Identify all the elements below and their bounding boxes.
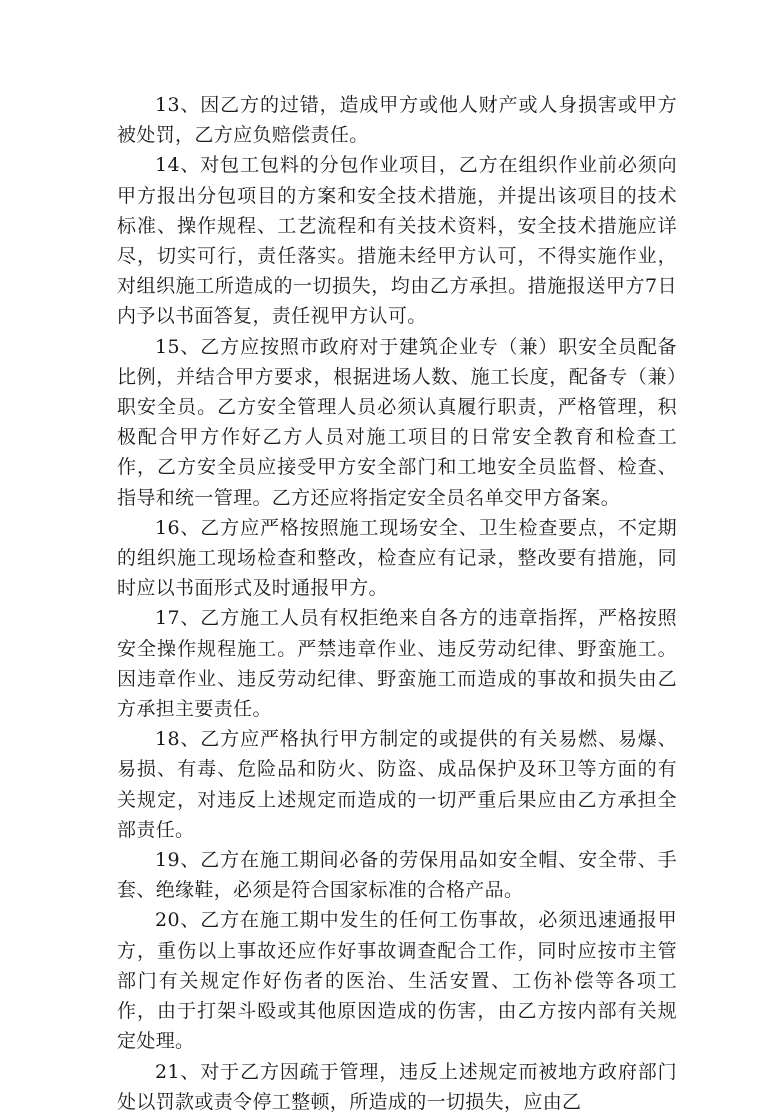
clause-14: 14、对包工包料的分包作业项目，乙方在组织作业前必须向甲方报出分包项目的方案和安全技术措施，并提出该项目的技术标准、操作规程、工艺流程和有关技术资料，安全技术措施应详尽，切实可行，责任落实。措施未经甲方认可，不得实施作业，对组织施工所造成的一切损失，均由乙方承担。措施报送甲方7日内予以书面答复，责任视甲方认可。 — [117, 154, 677, 328]
clause-17: 17、乙方施工人员有权拒绝来自各方的违章指挥，严格按照安全操作规程施工。严禁违章作业、违反劳动纪律、野蛮施工。因违章作业、违反劳动纪律、野蛮施工而造成的事故和损失由乙方承担主要责任。 — [117, 607, 677, 721]
clause-19: 19、乙方在施工期间必备的劳保用品如安全帽、安全带、手套、绝缘鞋，必须是符合国家标准的合格产品。 — [117, 849, 677, 902]
clause-16: 16、乙方应严格按照施工现场安全、卫生检查要点，不定期的组织施工现场检查和整改，检查应有记录，整改要有措施，同时应以书面形式及时通报甲方。 — [117, 516, 677, 600]
clause-13: 13、因乙方的过错，造成甲方或他人财产或人身损害或甲方被处罚，乙方应负赔偿责任。 — [117, 94, 677, 147]
clause-18: 18、乙方应严格执行甲方制定的或提供的有关易燃、易爆、易损、有毒、危险品和防火、防盗、成品保护及环卫等方面的有关规定，对违反上述规定而造成的一切严重后果应由乙方承担全部责任。 — [117, 728, 677, 841]
clause-20: 20、乙方在施工期中发生的任何工伤事故，必须迅速通报甲方，重伤以上事故还应作好事故调查配合工作，同时应按市主管部门有关规定作好伤者的医治、生活安置、工伤补偿等各项工作，由于打架斗殴或其他原因造成的伤害，由乙方按内部有关规定处理。 — [117, 909, 677, 1053]
clause-21: 21、对于乙方因疏于管理，违反上述规定而被地方政府部门处以罚款或责令停工整顿，所造成的一切损失，应由乙 — [117, 1060, 677, 1113]
document-body — [117, 90, 677, 1117]
clause-15: 15、乙方应按照市政府对于建筑企业专（兼）职安全员配备比例，并结合甲方要求，根据进场人数、施工长度，配备专（兼）职安全员。乙方安全管理人员必须认真履行职责，严格管理，积极配合甲方作好乙方人员对施工项目的日常安全教育和检查工作，乙方安全员应接受甲方安全部门和工地安全员监督、检查、指导和统一管理。乙方还应将指定安全员名单交甲方备案。 — [117, 335, 677, 509]
